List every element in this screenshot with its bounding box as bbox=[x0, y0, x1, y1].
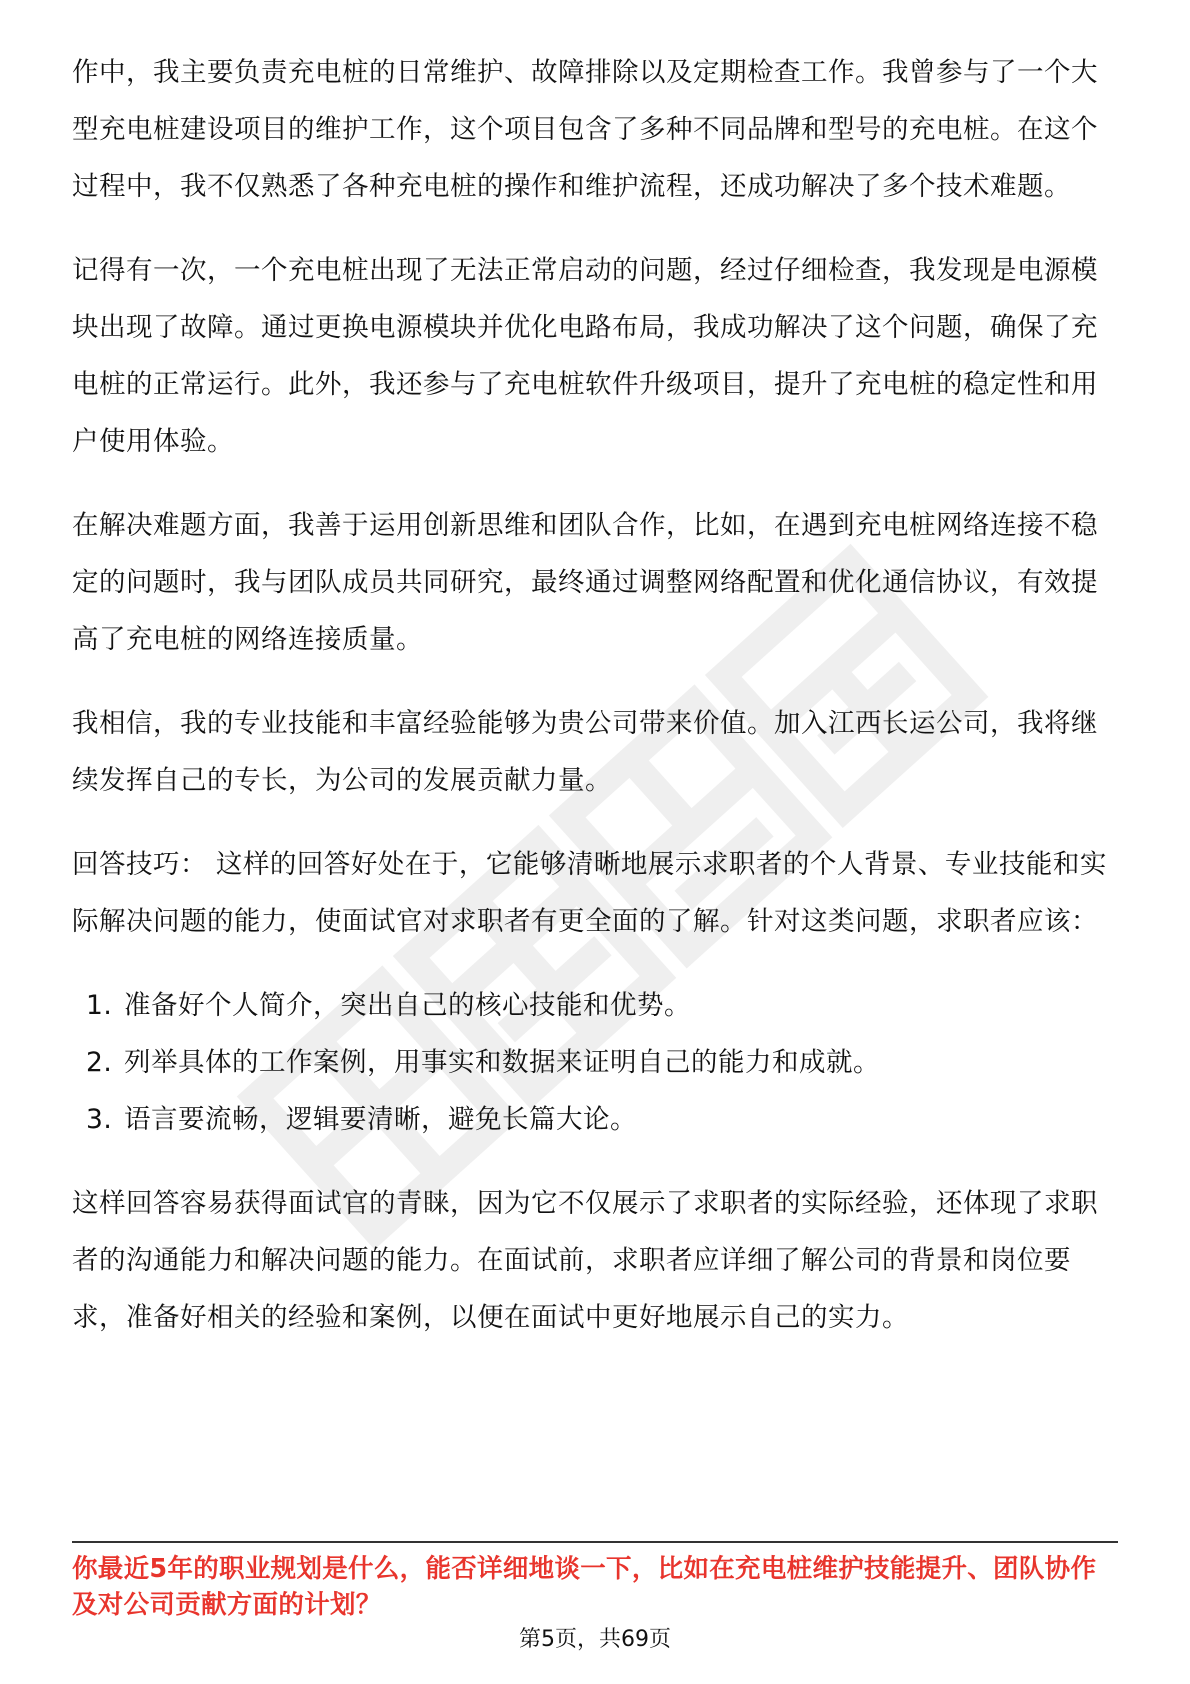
paragraph-work-experience: 作中，我主要负责充电桩的日常维护、故障排除以及定期检查工作。我曾参与了一个大型充电桩建设项目的维护工作，这个项目包含了多种不同品牌和型号的充电桩。在这个过程中，我不仅熟悉了各种充电桩的操作和维护流程，还成功解决了多个技术难题。 bbox=[72, 57, 1098, 202]
tips-list bbox=[72, 977, 1122, 1148]
page-footer: 第5页，共69页 bbox=[519, 1627, 671, 1652]
list-number: 1. bbox=[86, 990, 113, 1021]
list-number: 3. bbox=[86, 1104, 113, 1135]
list-item-text: 语言要流畅，逻辑要清晰，避免长篇大论。 bbox=[124, 1104, 637, 1135]
list-item bbox=[72, 977, 1122, 1034]
paragraph-problem-solving: 在解决难题方面，我善于运用创新思维和团队合作，比如，在遇到充电桩网络连接不稳定的问题时，我与团队成员共同研究，最终通过调整网络配置和优化通信协议，有效提高了充电桩的网络连接质量。 bbox=[72, 510, 1098, 655]
list-item bbox=[72, 1034, 1122, 1091]
page-content bbox=[72, 44, 1122, 1373]
next-question-heading: 你最近5年的职业规划是什么，能否详细地谈一下，比如在充电桩维护技能提升、团队协作及对公司贡献方面的计划？ bbox=[72, 1554, 1097, 1620]
list-number: 2. bbox=[86, 1047, 113, 1078]
paragraph-conclusion: 我相信，我的专业技能和丰富经验能够为贵公司带来价值。加入江西长运公司，我将继续发挥自己的专长，为公司的发展贡献力量。 bbox=[72, 708, 1098, 796]
list-item-text: 准备好个人简介，突出自己的核心技能和优势。 bbox=[124, 990, 691, 1021]
paragraph-closing: 这样回答容易获得面试官的青睐，因为它不仅展示了求职者的实际经验，还体现了求职者的沟通能力和解决问题的能力。在面试前，求职者应详细了解公司的背景和岗位要求，准备好相关的经验和案例，以便在面试中更好地展示自己的实力。 bbox=[72, 1188, 1098, 1333]
list-item-text: 列举具体的工作案例，用事实和数据来证明自己的能力和成就。 bbox=[124, 1047, 880, 1078]
paragraph-answer-tips: 回答技巧： 这样的回答好处在于，它能够清晰地展示求职者的个人背景、专业技能和实际解决问题的能力，使面试官对求职者有更全面的了解。针对这类问题，求职者应该： bbox=[72, 849, 1107, 937]
section-divider bbox=[72, 1541, 1118, 1543]
paragraph-fault-example: 记得有一次，一个充电桩出现了无法正常启动的问题，经过仔细检查，我发现是电源模块出现了故障。通过更换电源模块并优化电路布局，我成功解决了这个问题，确保了充电桩的正常运行。此外，我还参与了充电桩软件升级项目，提升了充电桩的稳定性和用户使用体验。 bbox=[72, 255, 1098, 457]
list-item bbox=[72, 1091, 1122, 1148]
